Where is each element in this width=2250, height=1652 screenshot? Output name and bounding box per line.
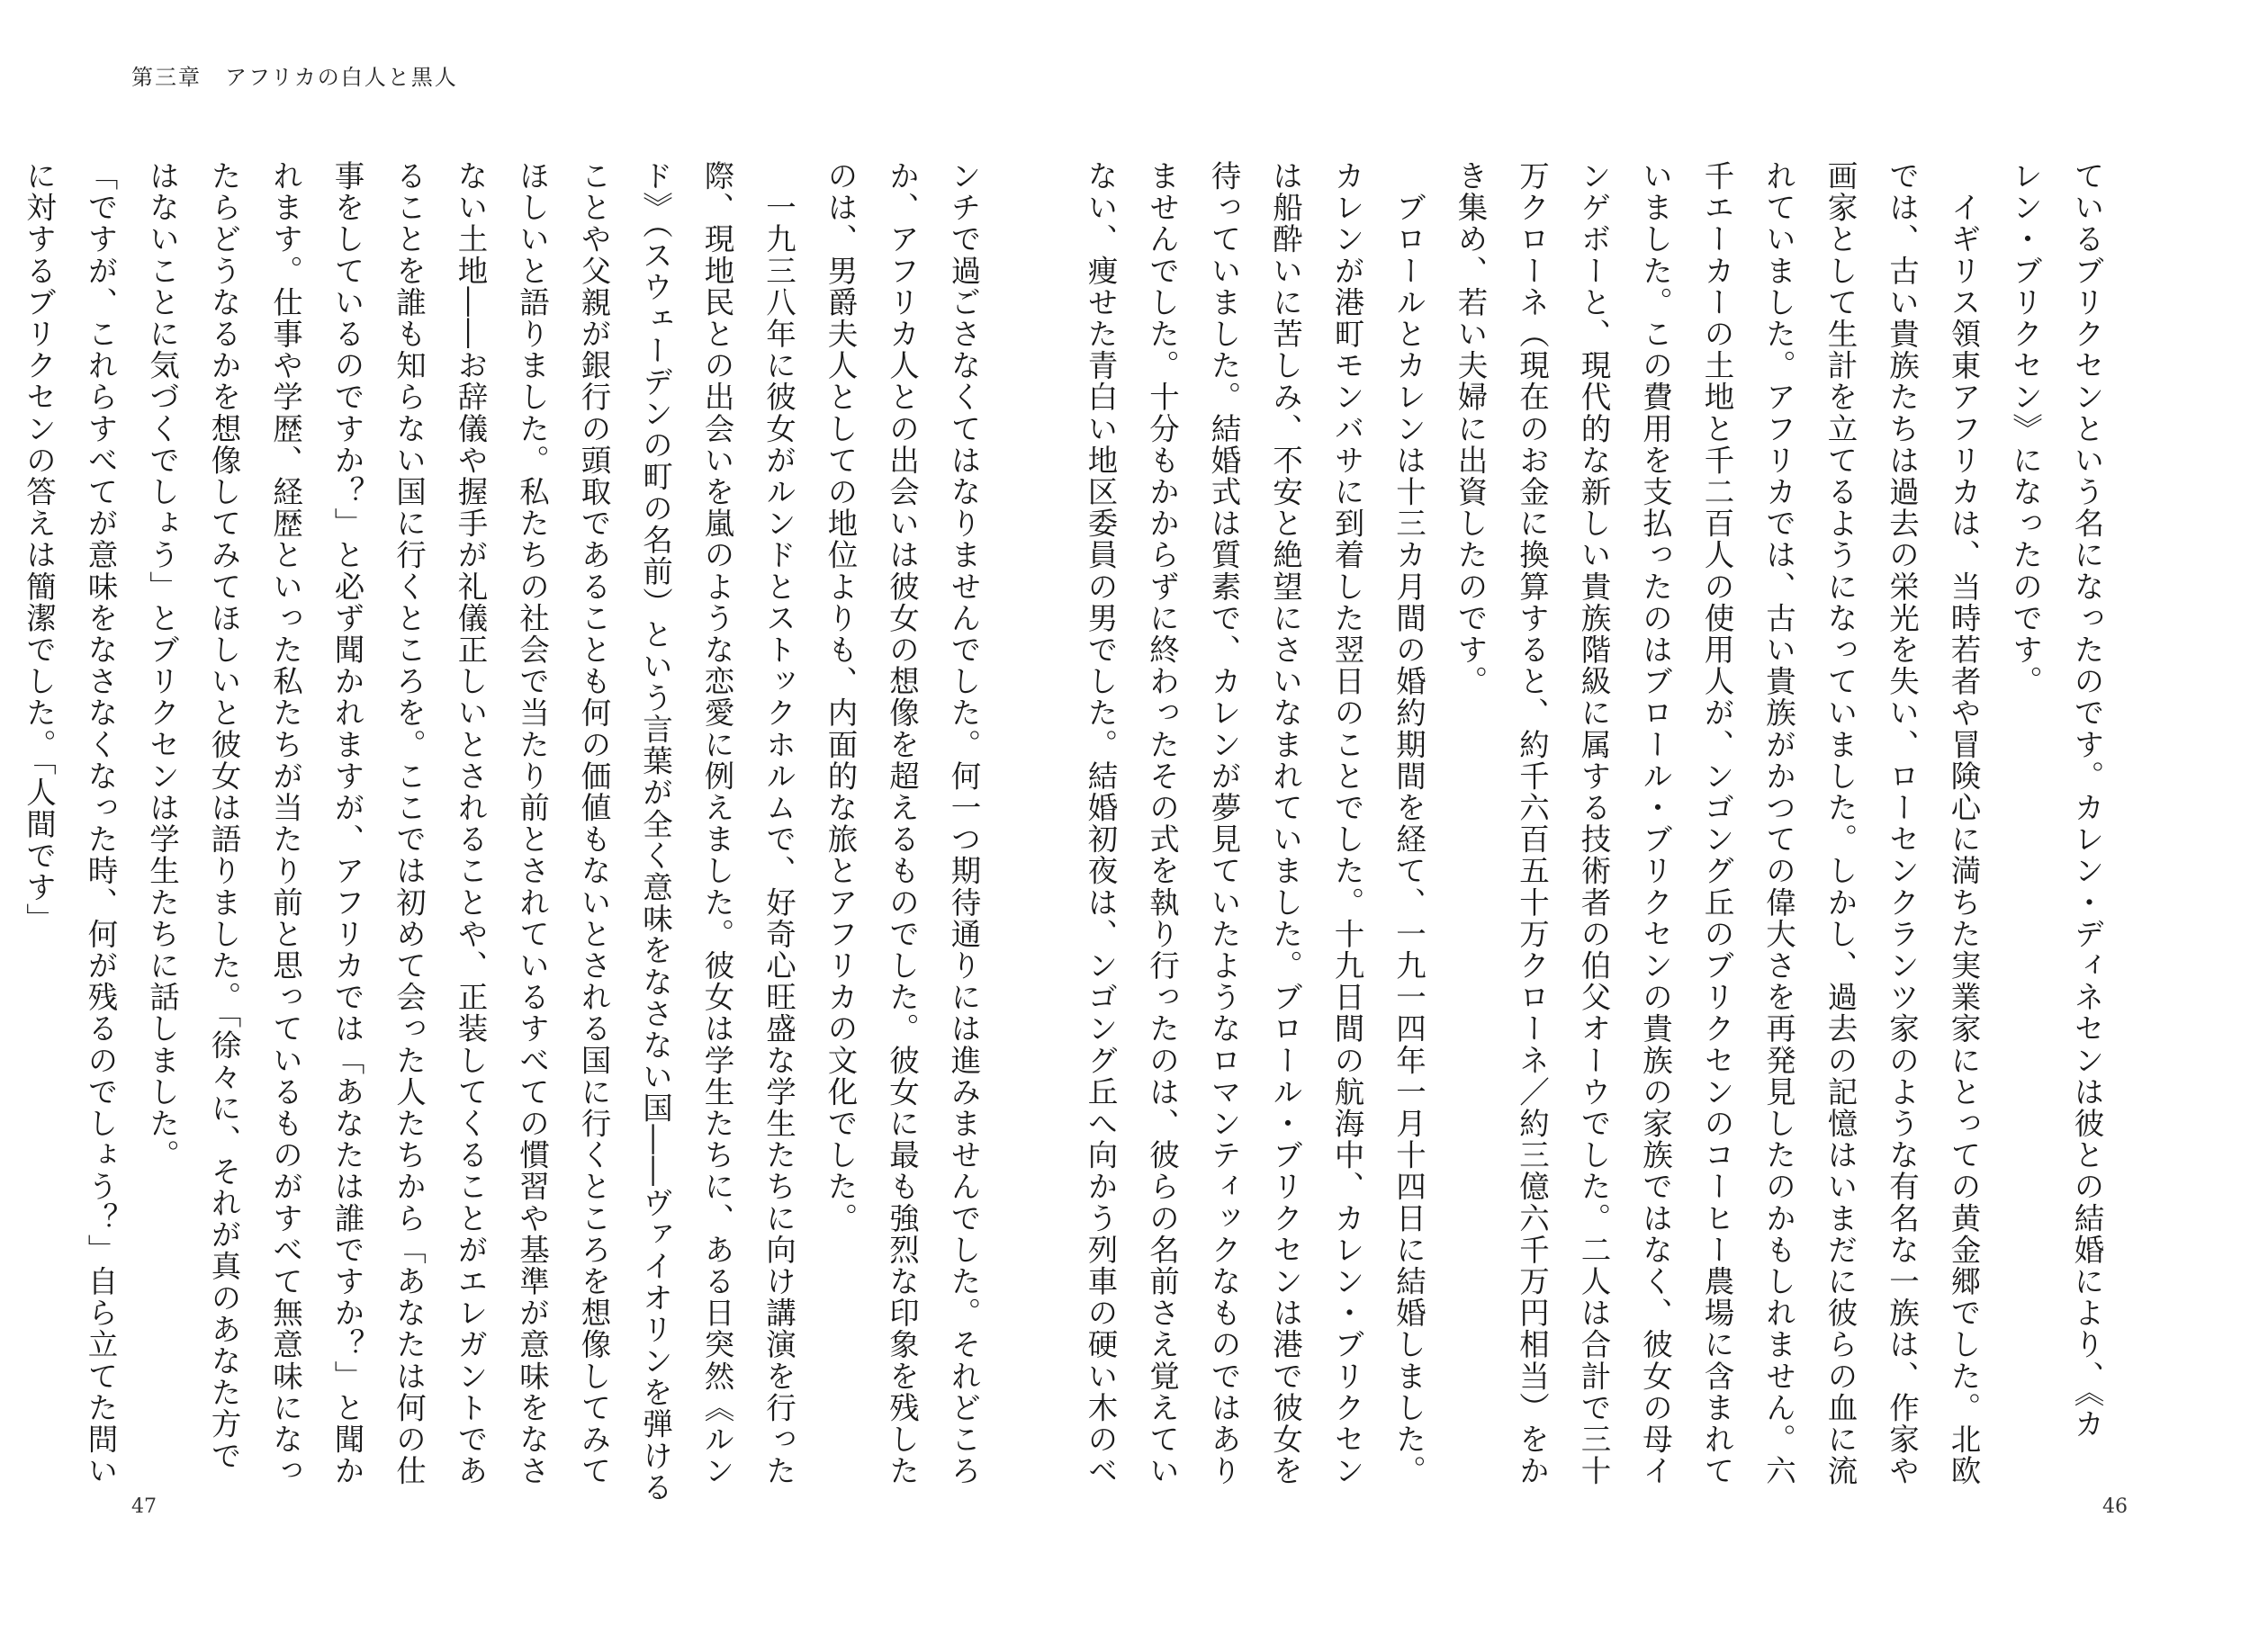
text-line: ことや父親が銀行の頭取であることも何の価値もないとされる国に行くところを想像してみて [576,160,611,1487]
text-line: 一九三八年に彼女がルンドとストックホルムで、好奇心旺盛な学生たちに向け講演を行った [760,160,796,1487]
text-line: では、古い貴族たちは過去の栄光を失い、ローセンクランツ家のような有名な一族は、作家や [1884,160,1920,1487]
text-line: 際、現地民との出会いを嵐のような恋愛に例えました。彼女は学生たちに、ある日突然《ルン [699,160,734,1487]
running-head: 第三章 アフリカの白人と黒人 [131,65,458,90]
right-page-text [1083,160,2117,1487]
text-line [0,160,7,1438]
text-line: か、アフリカ人との出会いは彼女の想像を超えるものでした。彼女に最も強烈な印象を残した [884,160,920,1487]
text-line: いました。この費用を支払ったのはブロール・ブリクセンの貴族の家族ではなく、彼女の母イ [1637,160,1673,1487]
text-line: 事をしているのですか？」と必ず聞かれますが、アフリカでは「あなたは誰ですか？」と聞か [329,160,364,1487]
text-line: イギリス領東アフリカは、当時若者や冒険心に満ちた実業家にとっての黄金郷でした。北欧 [1946,160,1981,1487]
text-line: ませんでした。十分もかからずに終わったその式を執り行ったのは、彼らの名前さえ覚えてい [1144,160,1180,1487]
text-line: ド》（スウェーデンの町の名前）という言葉が全く意味をなさない国――ヴァイオリンを弾ける [637,160,673,1504]
text-line: ほしいと語りました。私たちの社会で当たり前とされているすべての慣習や基準が意味をなさ [514,160,550,1487]
text-line: はないことに気づくでしょう」とブリクセンは学生たちに話しました。 [144,160,180,1172]
text-line: レン・ブリクセン》になったのです。 [2007,160,2043,697]
text-line: ることを誰も知らない国に行くところを。ここでは初めて会った人たちから「あなたは何の仕 [391,160,427,1487]
text-line: ンチで過ごさなくてはなりませんでした。何一つ期待通りには進みませんでした。それどころ [946,160,981,1487]
text-line: ンゲボーと、現代的な新しい貴族階級に属する技術者の伯父オーウでした。二人は合計で三十 [1576,160,1611,1487]
text-line: は船酔いに苦しみ、不安と絶望にさいなまれていました。ブロール・ブリクセンは港で彼女を [1267,160,1303,1487]
text-line: 画家として生計を立てるようになっていました。しかし、過去の記憶はいまだに彼らの血に流 [1822,160,1858,1487]
page-number-right: 46 [2102,1495,2128,1518]
text-line: ない土地――お辞儀や握手が礼儀正しいとされることや、正装してくることがエレガントであ [453,160,488,1487]
text-line: 千エーカーの土地と千二百人の使用人が、ンゴング丘のブリクセンのコーヒー農場に含まれて [1699,160,1734,1487]
text-line: に対するブリクセンの答えは簡潔でした。「人間です」 [21,160,57,935]
page-number-left: 47 [131,1495,157,1518]
text-line: のは、男爵夫人としての地位よりも、内面的な旅とアフリカの文化でした。 [823,160,858,1235]
left-page-text [21,160,994,1504]
text-line: き集め、若い夫婦に出資したのです。 [1453,160,1488,697]
text-line: 「ですが、これらすべてが意味をなさなくなった時、何が残るのでしょう？」自ら立てた問い [83,160,118,1487]
text-line: れていました。アフリカでは、古い貴族がかつての偉大さを再発見したのかもしれません。六 [1760,160,1796,1487]
text-line: ているブリクセンという名になったのです。カレン・ディネセンは彼との結婚により、《カ [2069,160,2104,1441]
text-line: ブロールとカレンは十三カ月間の婚約期間を経て、一九一四年一月十四日に結婚しました。 [1390,160,1426,1487]
text-line: たらどうなるかを想像してみてほしいと彼女は語りました。「徐々に、それが真のあなた方で [206,160,241,1472]
text-line: れます。仕事や学歴、経歴といった私たちが当たり前と思っているものがすべて無意味になっ [267,160,303,1487]
text-line: 万クローネ（現在のお金に換算すると、約千六百五十万クローネ／約三億六千万円相当）をか [1514,160,1550,1487]
text-line: ない、痩せた青白い地区委員の男でした。結婚初夜は、ンゴング丘へ向かう列車の硬い木のベ [1083,160,1118,1487]
text-line: カレンが港町モンバサに到着した翌日のことでした。十九日間の航海中、カレン・ブリクセン [1329,160,1364,1487]
text-line: 待っていました。結婚式は質素で、カレンが夢見ていたようなロマンティックなものではあり [1206,160,1241,1487]
